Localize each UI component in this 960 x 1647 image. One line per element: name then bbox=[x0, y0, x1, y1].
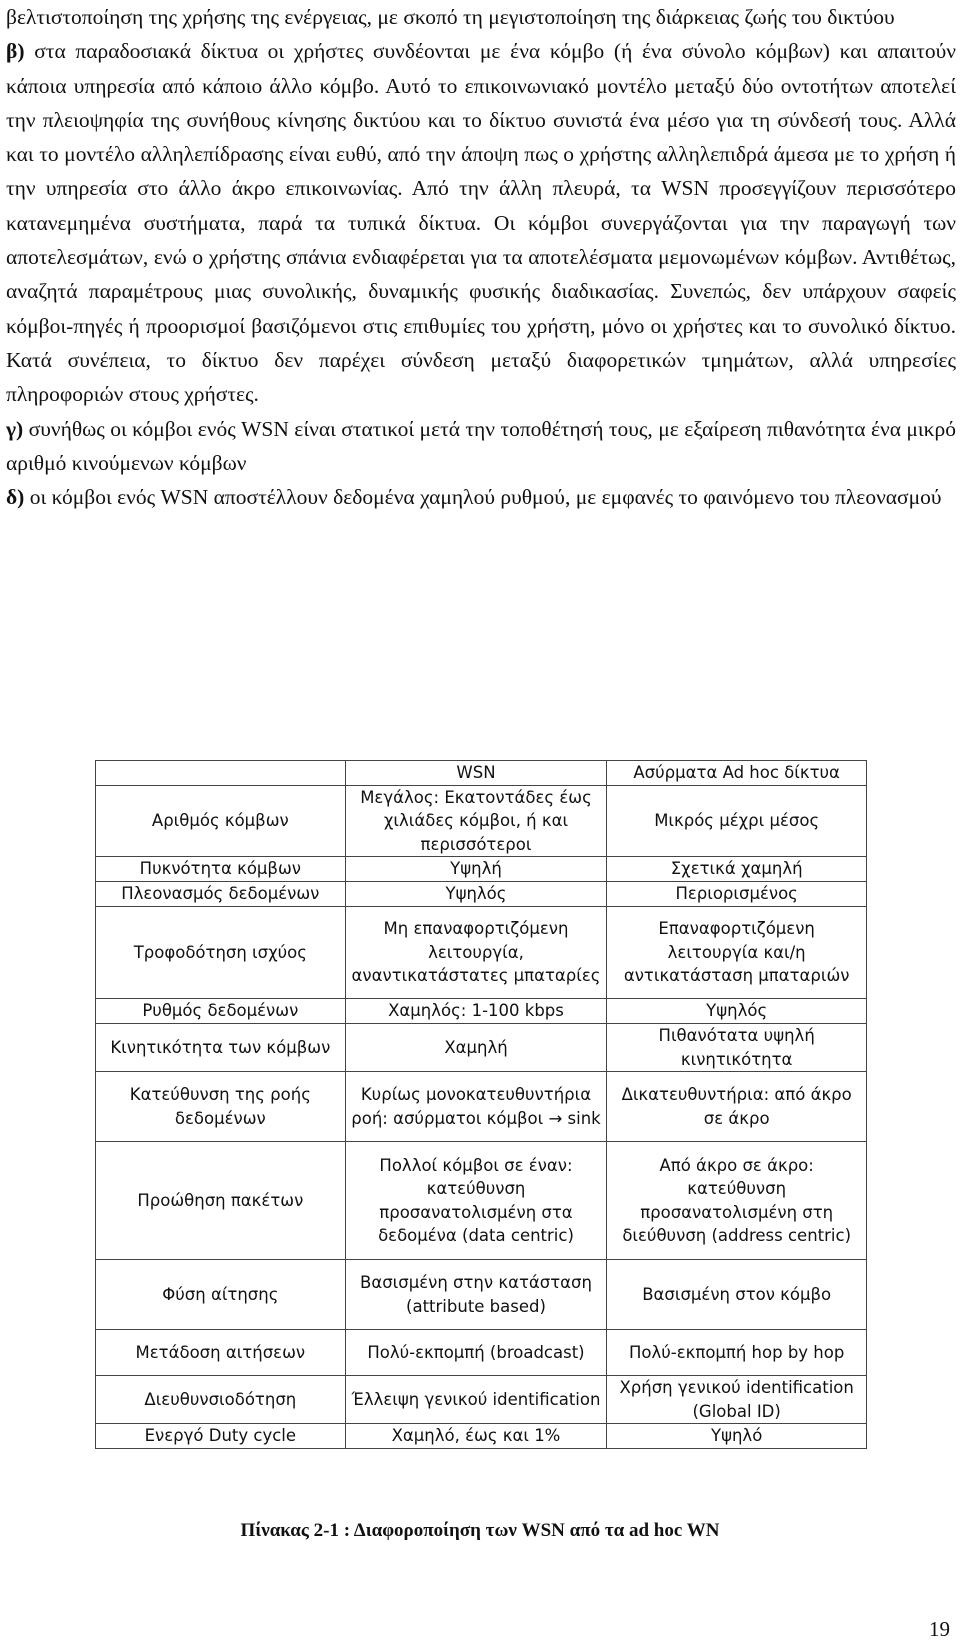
table-row bbox=[96, 1142, 867, 1260]
item-label: γ) bbox=[6, 416, 24, 441]
table-cell: Μη επαναφορτιζόμενη λειτουργία, αναντικατάστατες μπαταρίες bbox=[345, 907, 607, 999]
table-cell: Από άκρο σε άκρο: κατεύθυνση προσανατολισμένη στη διεύθυνση (address centric) bbox=[607, 1142, 867, 1260]
table-row bbox=[96, 1260, 867, 1330]
table-cell: Τροφοδότηση ισχύος bbox=[96, 907, 346, 999]
table-row bbox=[96, 1330, 867, 1376]
paragraph-text: οι κόμβοι ενός WSN αποστέλλουν δεδομένα χαμηλού ρυθμού, με εμφανές το φαινόμενο του πλεονασμού bbox=[24, 485, 942, 510]
table-cell: Κυρίως μονοκατευθυντήρια ροή: ασύρματοι κόμβοι → sink bbox=[345, 1072, 607, 1142]
table-cell: Αριθμός κόμβων bbox=[96, 785, 346, 857]
table-cell: Πιθανότατα υψηλή κινητικότητα bbox=[607, 1024, 867, 1072]
table-header-row bbox=[96, 761, 867, 786]
comparison-table bbox=[95, 760, 867, 1449]
paragraph-c bbox=[6, 412, 956, 481]
table-row bbox=[96, 857, 867, 882]
paragraph-b bbox=[6, 34, 956, 411]
item-label: δ) bbox=[6, 485, 25, 510]
table-cell: Υψηλός bbox=[345, 882, 607, 907]
table-cell: Πυκνότητα κόμβων bbox=[96, 857, 346, 882]
table-cell: Περιορισμένος bbox=[607, 882, 867, 907]
table-cell: Φύση αίτησης bbox=[96, 1260, 346, 1330]
table-cell: Χαμηλό, έως και 1% bbox=[345, 1424, 607, 1449]
table-cell: Μετάδοση αιτήσεων bbox=[96, 1330, 346, 1376]
table-cell: Κινητικότητα των κόμβων bbox=[96, 1024, 346, 1072]
table-cell: Υψηλό bbox=[607, 1424, 867, 1449]
paragraph-text: συνήθως οι κόμβοι ενός WSN είναι στατικοί μετά την τοποθέτησή τους, με εξαίρεση πιθανότητα ένα μικρό αριθμό κινούμενων κόμβων bbox=[6, 416, 956, 475]
table-cell: Επαναφορτιζόμενη λειτουργία και/η αντικατάσταση μπαταριών bbox=[607, 907, 867, 999]
paragraph-d bbox=[6, 480, 956, 514]
table-row bbox=[96, 1424, 867, 1449]
table-cell: Χαμηλή bbox=[345, 1024, 607, 1072]
paragraph-text: στα παραδοσιακά δίκτυα οι χρήστες συνδέονται με ένα κόμβο (ή ένα σύνολο κόμβων) και απαιτούν κάποια υπηρεσία από κάποιο άλλο κόμβο. Αυτό το επικοινωνιακό μοντέλο μεταξύ δύο οντοτήτων αποτελεί την πλειοψηφία της συνήθους κίνησης δικτύου και το δίκτυο συνιστά ένα μέσο για τη σύνδεσή τους. Αλλά και το μοντέλο αλληλεπίδρασης είναι ευθύ, από την άποψη πως ο χρήστης αλληλεπιδρά άμεσα με το χρήση ή την υπηρεσία στο άλλο άκρο επικοινωνίας. Από την άλλη πλευρά, τα WSN προσεγγίζουν περισσότερο κατανεμημένα συστήματα, παρά τα τυπικά δίκτυα. Οι κόμβοι συνεργάζονται για την παραγωγή των αποτελεσμάτων, ενώ ο χρήστης σπάνια ενδιαφέρεται για τα αποτελέσματα μεμονωμένων κόμβων. Αντιθέτως, αναζητά παραμέτρους μιας συνολικής, δυναμικής φυσικής διαδικασίας. Συνεπώς, δεν υπάρχουν σαφείς κόμβοι-πηγές ή προορισμοί βασιζόμενοι στις επιθυμίες του χρήστη, μόνο οι χρήστες και το συνολικό δίκτυο. Κατά συνέπεια, το δίκτυο δεν παρέχει σύνδεση μεταξύ διαφορετικών τμημάτων, αλλά υπηρεσίες πληροφοριών στους χρήστες. bbox=[6, 39, 956, 407]
table-cell: Μεγάλος: Εκατοντάδες έως χιλιάδες κόμβοι, ή και περισσότεροι bbox=[345, 785, 607, 857]
paragraph-continuation bbox=[6, 0, 956, 34]
table-cell: Χαμηλός: 1-100 kbps bbox=[345, 999, 607, 1024]
table-row bbox=[96, 882, 867, 907]
comparison-table-container bbox=[95, 760, 867, 1449]
item-label: β) bbox=[6, 39, 25, 64]
table-cell: Υψηλός bbox=[607, 999, 867, 1024]
table-cell: Σχετικά χαμηλή bbox=[607, 857, 867, 882]
table-row bbox=[96, 1072, 867, 1142]
table-row bbox=[96, 1376, 867, 1424]
header-cell: WSN bbox=[345, 761, 607, 786]
table-cell: Προώθηση πακέτων bbox=[96, 1142, 346, 1260]
table-cell: Πολύ-εκπομπή (broadcast) bbox=[345, 1330, 607, 1376]
table-row bbox=[96, 1024, 867, 1072]
table-cell: Μικρός μέχρι μέσος bbox=[607, 785, 867, 857]
page-number: 19 bbox=[929, 1617, 950, 1641]
table-cell: Ενεργό Duty cycle bbox=[96, 1424, 346, 1449]
table-cell: Χρήση γενικού identification (Global ID) bbox=[607, 1376, 867, 1424]
table-cell: Δικατευθυντήρια: από άκρο σε άκρο bbox=[607, 1072, 867, 1142]
table-cell: Έλλειψη γενικού identification bbox=[345, 1376, 607, 1424]
table-cell: Βασισμένη στην κατάσταση (attribute based) bbox=[345, 1260, 607, 1330]
table-cell: Υψηλή bbox=[345, 857, 607, 882]
table-row bbox=[96, 999, 867, 1024]
body-text bbox=[6, 0, 956, 514]
table-row bbox=[96, 907, 867, 999]
table-caption: Πίνακας 2-1 : Διαφοροποίηση των WSN από τα ad hoc WN bbox=[240, 1520, 720, 1541]
table-cell: Ρυθμός δεδομένων bbox=[96, 999, 346, 1024]
table-cell: Πολλοί κόμβοι σε έναν: κατεύθυνση προσανατολισμένη στα δεδομένα (data centric) bbox=[345, 1142, 607, 1260]
table-cell: Κατεύθυνση της ροής δεδομένων bbox=[96, 1072, 346, 1142]
paragraph-text: βελτιστοποίηση της χρήσης της ενέργειας, με σκοπό τη μεγιστοποίηση της διάρκειας ζωής του δικτύου bbox=[6, 5, 895, 29]
table-row bbox=[96, 785, 867, 857]
table-cell: Βασισμένη στον κόμβο bbox=[607, 1260, 867, 1330]
table-cell: Πολύ-εκπομπή hop by hop bbox=[607, 1330, 867, 1376]
table-cell: Διευθυνσιοδότηση bbox=[96, 1376, 346, 1424]
header-cell bbox=[96, 761, 346, 786]
header-cell: Ασύρματα Ad hoc δίκτυα bbox=[607, 761, 867, 786]
table-cell: Πλεονασμός δεδομένων bbox=[96, 882, 346, 907]
